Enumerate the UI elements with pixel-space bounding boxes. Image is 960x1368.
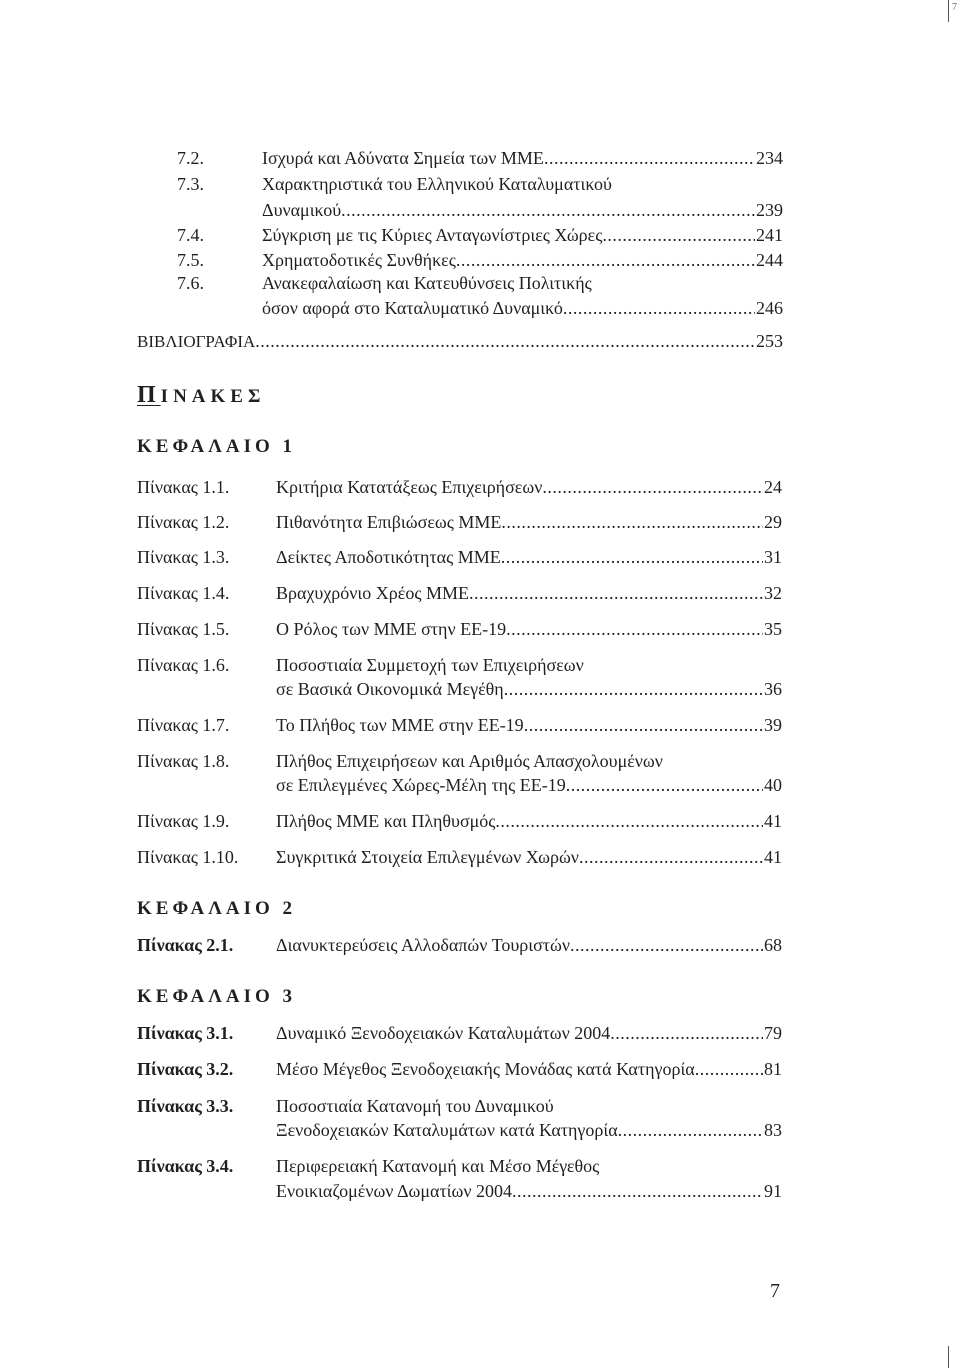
dot-leader	[602, 224, 755, 246]
table-label: Πίνακας 3.2.	[137, 1059, 234, 1079]
toc-entry[interactable]	[276, 618, 782, 640]
toc-entry-bibliography[interactable]	[137, 330, 783, 353]
toc-number: 7.5.	[177, 250, 204, 270]
toc-entry[interactable]	[262, 297, 783, 319]
toc-page-number: 246	[756, 298, 783, 318]
toc-entry[interactable]	[276, 511, 782, 533]
toc-entry[interactable]	[276, 476, 782, 498]
dot-leader	[255, 330, 755, 352]
toc-entry-title: Σύγκριση με τις Κύριες Ανταγωνίστριες Χώρες	[262, 225, 603, 245]
toc-page-number: 91	[764, 1181, 782, 1201]
toc-entry[interactable]	[276, 810, 782, 832]
dot-leader	[512, 1180, 763, 1202]
toc-entry[interactable]	[276, 1119, 782, 1141]
table-label: Πίνακας 1.4.	[137, 583, 230, 603]
toc-number: 7.3.	[177, 174, 204, 194]
toc-entry-title: σε Επιλεγμένες Χώρες-Μέλη της ΕΕ-19	[276, 775, 566, 795]
toc-page-number: 40	[764, 775, 782, 795]
chapter-3-heading: ΚΕΦΑΛΑΙΟ 3	[137, 986, 297, 1007]
toc-entry-title: Πλήθος ΜΜΕ και Πληθυσμός	[276, 811, 496, 831]
toc-page-number: 79	[764, 1023, 782, 1043]
corner-page-marker: 7	[952, 2, 957, 13]
toc-entry-title: Βραχυχρόνιο Χρέος ΜΜΕ	[276, 583, 469, 603]
toc-number: 7.4.	[177, 225, 204, 245]
toc-entry-title: Το Πλήθος των ΜΜΕ στην ΕΕ-19	[276, 715, 524, 735]
dot-leader	[544, 147, 755, 169]
toc-page-number: 234	[756, 148, 783, 168]
table-label: Πίνακας 3.4.	[137, 1156, 234, 1176]
toc-entry-title: Διανυκτερεύσεις Αλλοδαπών Τουριστών	[276, 935, 570, 955]
toc-entry-title: Κριτήρια Κατατάξεως Επιχειρήσεων	[276, 477, 543, 497]
dot-leader	[501, 546, 763, 568]
toc-number: 7.6.	[177, 273, 204, 293]
chapter-2-heading: ΚΕΦΑΛΑΙΟ 2	[137, 898, 297, 919]
table-label: Πίνακας 1.2.	[137, 512, 230, 532]
toc-entry-title-line1: Ανακεφαλαίωση και Κατευθύνσεις Πολιτικής	[262, 273, 592, 293]
toc-entry-title: Πιθανότητα Επιβιώσεως ΜΜΕ	[276, 512, 502, 532]
dot-leader	[695, 1058, 763, 1080]
toc-entry-title-line1: Ποσοστιαία Συμμετοχή των Επιχειρήσεων	[276, 655, 584, 675]
dot-leader	[469, 582, 763, 604]
toc-entry-title: Χρηματοδοτικές Συνθήκες	[262, 250, 456, 270]
dot-leader	[542, 476, 763, 498]
toc-entry-title-line1: Περιφερειακή Κατανομή και Μέσο Μέγεθος	[276, 1156, 600, 1176]
toc-page-number: 241	[756, 225, 783, 245]
dot-leader	[610, 1022, 763, 1044]
toc-entry-title: Δυναμικό Ξενοδοχειακών Καταλυμάτων 2004	[276, 1023, 611, 1043]
toc-entry[interactable]	[276, 714, 782, 736]
toc-entry-title-line1: Ποσοστιαία Κατανομή του Δυναμικού	[276, 1096, 554, 1116]
toc-number: 7.2.	[177, 148, 204, 168]
toc-entry[interactable]	[262, 224, 783, 246]
dot-leader	[506, 618, 763, 640]
crop-mark-top	[948, 0, 949, 22]
toc-entry[interactable]	[262, 147, 783, 169]
toc-entry-title: Ενοικιαζομένων Δωματίων 2004	[276, 1181, 513, 1201]
toc-page-number: 83	[764, 1120, 782, 1140]
toc-entry-title: Ο Ρόλος των ΜΜΕ στην ΕΕ-19	[276, 619, 507, 639]
toc-entry-title: Δείκτες Αποδοτικότητας ΜΜΕ	[276, 547, 501, 567]
toc-page-number: 41	[764, 811, 782, 831]
toc-entry[interactable]	[262, 249, 783, 271]
table-label: Πίνακας 3.1.	[137, 1023, 234, 1043]
tables-heading	[137, 382, 265, 409]
crop-mark-bottom	[948, 1346, 949, 1368]
table-label: Πίνακας 1.5.	[137, 619, 230, 639]
toc-entry-title: Δυναμικού	[262, 200, 342, 220]
dot-leader	[456, 249, 755, 271]
toc-entry[interactable]	[276, 1058, 782, 1080]
toc-page-number: 253	[756, 331, 783, 351]
toc-page-number: 32	[764, 583, 782, 603]
toc-entry-title: Μέσο Μέγεθος Ξενοδοχειακής Μονάδας κατά Κατηγορία	[276, 1059, 695, 1079]
toc-page-number: 244	[756, 250, 783, 270]
table-label: Πίνακας 2.1.	[137, 935, 234, 955]
toc-page-number: 39	[764, 715, 782, 735]
table-label: Πίνακας 1.1.	[137, 477, 230, 497]
tables-heading-initial: Π	[137, 382, 161, 408]
tables-heading-rest: ΙΝΑΚΕΣ	[160, 386, 266, 407]
toc-page-number: 36	[764, 679, 782, 699]
table-label: Πίνακας 1.9.	[137, 811, 230, 831]
bibliography-title: ΒΙΒΛΙΟΓΡΑΦΙΑ	[137, 332, 256, 351]
page-number: 7	[770, 1280, 780, 1302]
dot-leader	[495, 810, 763, 832]
table-label: Πίνακας 1.8.	[137, 751, 230, 771]
dot-leader	[501, 511, 763, 533]
table-label: Πίνακας 1.3.	[137, 547, 230, 567]
toc-entry[interactable]	[276, 1022, 782, 1044]
toc-entry[interactable]	[262, 199, 783, 221]
toc-entry-title: Ξενοδοχειακών Καταλυμάτων κατά Κατηγορία	[276, 1120, 618, 1140]
toc-entry[interactable]	[276, 934, 782, 956]
dot-leader	[618, 1119, 763, 1141]
table-label: Πίνακας 1.6.	[137, 655, 230, 675]
toc-entry[interactable]	[276, 1180, 782, 1202]
toc-entry-title: Συγκριτικά Στοιχεία Επιλεγμένων Χωρών	[276, 847, 579, 867]
toc-page-number: 31	[764, 547, 782, 567]
toc-entry-title: όσον αφορά στο Καταλυματικό Δυναμικό	[262, 298, 563, 318]
toc-entry[interactable]	[276, 582, 782, 604]
toc-page-number: 35	[764, 619, 782, 639]
toc-entry-title: σε Βασικά Οικονομικά Μεγέθη	[276, 679, 504, 699]
toc-page-number: 81	[764, 1059, 782, 1079]
dot-leader	[341, 199, 755, 221]
table-label: Πίνακας 1.7.	[137, 715, 230, 735]
toc-page-number: 41	[764, 847, 782, 867]
toc-page-number: 24	[764, 477, 782, 497]
table-label: Πίνακας 1.10.	[137, 847, 239, 867]
dot-leader	[504, 678, 763, 700]
toc-entry[interactable]	[276, 774, 782, 796]
toc-entry-title-line1: Πλήθος Επιχειρήσεων και Αριθμός Απασχολουμένων	[276, 751, 663, 771]
toc-entry[interactable]	[276, 846, 782, 868]
dot-leader	[579, 846, 763, 868]
toc-entry-title-line1: Χαρακτηριστικά του Ελληνικού Καταλυματικού	[262, 174, 612, 194]
dot-leader	[563, 297, 755, 319]
dot-leader	[570, 934, 763, 956]
chapter-1-heading: ΚΕΦΑΛΑΙΟ 1	[137, 436, 297, 457]
toc-page-number: 29	[764, 512, 782, 532]
table-label: Πίνακας 3.3.	[137, 1096, 234, 1116]
toc-entry[interactable]	[276, 546, 782, 568]
dot-leader	[566, 774, 763, 796]
dot-leader	[524, 714, 763, 736]
toc-entry-title: Ισχυρά και Αδύνατα Σημεία των ΜΜΕ	[262, 148, 544, 168]
toc-entry[interactable]	[276, 678, 782, 700]
toc-page-number: 68	[764, 935, 782, 955]
toc-page-number: 239	[756, 200, 783, 220]
